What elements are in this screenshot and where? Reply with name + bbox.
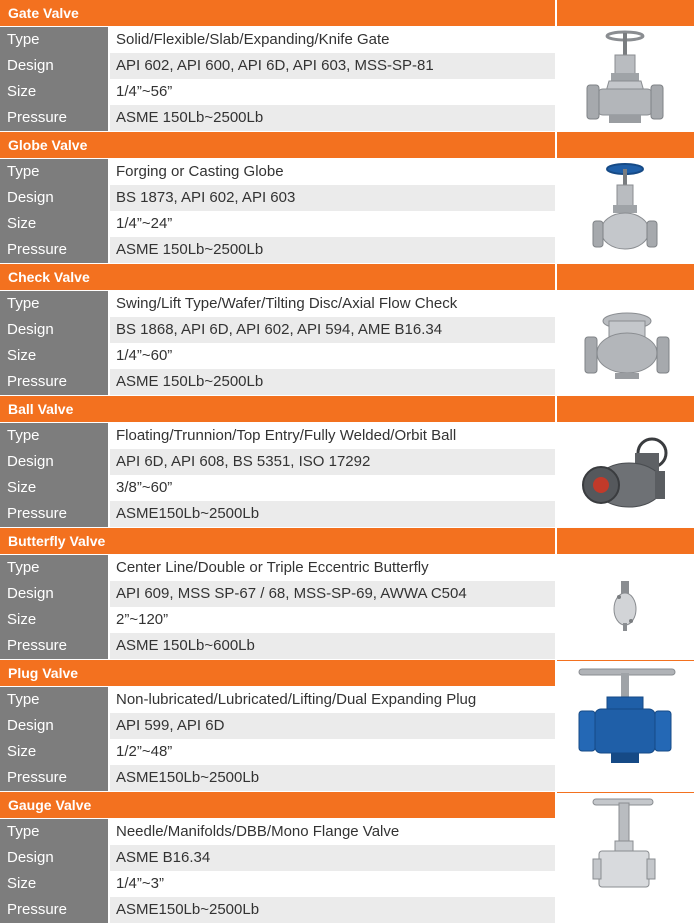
spec-row-pressure [0,765,555,791]
row-value: ASME 150Lb~2500Lb [110,237,555,263]
row-label: Size [0,475,108,501]
section-header [0,132,555,158]
row-value: BS 1868, API 6D, API 602, API 594, AME B16.34 [110,317,555,343]
gauge-valve-icon [557,793,694,924]
row-label: Pressure [0,105,108,131]
row-label: Design [0,53,108,79]
section-title: Butterfly Valve [8,533,106,549]
row-value: ASME B16.34 [110,845,555,871]
section-title: Ball Valve [8,401,74,417]
section-ball-valve [0,396,694,528]
row-value: Non-lubricated/Lubricated/Lifting/Dual Expanding Plug [110,687,555,713]
section-title: Gate Valve [8,5,79,21]
spec-row-pressure [0,501,555,527]
ball-valve-icon [557,423,694,528]
row-label: Pressure [0,237,108,263]
row-value: API 602, API 600, API 6D, API 603, MSS-SP-81 [110,53,555,79]
spec-row-design [0,53,555,79]
spec-row-design [0,185,555,211]
row-value: 1/4”~3” [110,871,555,897]
row-value: 2”~120” [110,607,555,633]
spec-row-size [0,79,555,105]
row-value: 1/4”~60” [110,343,555,369]
row-value: Needle/Manifolds/DBB/Mono Flange Valve [110,819,555,845]
row-label: Design [0,845,108,871]
plug-valve-icon [557,661,694,792]
check-valve-image [557,291,694,396]
section-header-image-cell [557,528,694,554]
row-label: Size [0,79,108,105]
row-label: Type [0,819,108,845]
row-label: Pressure [0,369,108,395]
section-plug-valve [0,660,694,792]
gauge-valve-image [557,793,694,924]
globe-valve-icon [557,159,694,264]
section-title: Gauge Valve [8,797,92,813]
row-label: Size [0,607,108,633]
spec-row-type [0,27,555,53]
spec-row-type [0,555,555,581]
row-value: ASME150Lb~2500Lb [110,897,555,923]
row-value: ASME150Lb~2500Lb [110,765,555,791]
spec-row-size [0,475,555,501]
row-value: API 609, MSS SP-67 / 68, MSS-SP-69, AWWA C504 [110,581,555,607]
spec-row-design [0,449,555,475]
row-label: Pressure [0,501,108,527]
spec-row-design [0,317,555,343]
row-value: Floating/Trunnion/Top Entry/Fully Welded/Orbit Ball [110,423,555,449]
spec-row-type [0,819,555,845]
row-label: Size [0,211,108,237]
spec-row-design [0,713,555,739]
row-label: Size [0,343,108,369]
row-label: Design [0,581,108,607]
section-header-image-cell [557,132,694,158]
row-value: ASME150Lb~2500Lb [110,501,555,527]
section-header [0,528,555,554]
section-check-valve [0,264,694,396]
row-label: Type [0,555,108,581]
spec-row-pressure [0,369,555,395]
row-value: 3/8”~60” [110,475,555,501]
section-header-image-cell [557,396,694,422]
section-gauge-valve [0,792,694,924]
spec-row-type [0,291,555,317]
row-value: 1/4”~56” [110,79,555,105]
spec-row-design [0,581,555,607]
row-value: API 599, API 6D [110,713,555,739]
spec-row-size [0,607,555,633]
row-label: Type [0,423,108,449]
section-header [0,660,555,686]
row-value: Solid/Flexible/Slab/Expanding/Knife Gate [110,27,555,53]
row-label: Pressure [0,765,108,791]
row-value: 1/2”~48” [110,739,555,765]
spec-row-size [0,211,555,237]
section-header-image-cell [557,0,694,26]
globe-valve-image [557,159,694,264]
spec-row-size [0,871,555,897]
section-butterfly-valve [0,528,694,660]
row-label: Type [0,687,108,713]
ball-valve-image [557,423,694,528]
row-value: ASME 150Lb~2500Lb [110,369,555,395]
section-header [0,264,555,290]
row-label: Size [0,739,108,765]
check-valve-icon [557,291,694,396]
section-title: Plug Valve [8,665,79,681]
row-label: Type [0,27,108,53]
section-header [0,396,555,422]
spec-row-pressure [0,897,555,923]
section-header [0,0,555,26]
gate-valve-icon [557,27,694,132]
row-value: Swing/Lift Type/Wafer/Tilting Disc/Axial Flow Check [110,291,555,317]
row-label: Design [0,317,108,343]
spec-row-type [0,423,555,449]
row-value: Forging or Casting Globe [110,159,555,185]
row-value: ASME 150Lb~2500Lb [110,105,555,131]
row-label: Pressure [0,897,108,923]
section-title: Check Valve [8,269,90,285]
spec-row-type [0,159,555,185]
butterfly-valve-image [557,555,694,660]
row-label: Design [0,449,108,475]
spec-row-size [0,739,555,765]
row-label: Design [0,713,108,739]
plug-valve-image [557,661,694,792]
section-title: Globe Valve [8,137,88,153]
spec-row-design [0,845,555,871]
row-label: Type [0,159,108,185]
row-value: ASME 150Lb~600Lb [110,633,555,659]
row-value: 1/4”~24” [110,211,555,237]
row-label: Type [0,291,108,317]
butterfly-valve-icon [557,555,694,660]
section-header-image-cell [557,264,694,290]
section-globe-valve [0,132,694,264]
row-label: Design [0,185,108,211]
spec-row-pressure [0,105,555,131]
spec-row-pressure [0,237,555,263]
spec-row-size [0,343,555,369]
row-value: API 6D, API 608, BS 5351, ISO 17292 [110,449,555,475]
row-label: Size [0,871,108,897]
row-value: BS 1873, API 602, API 603 [110,185,555,211]
spec-row-pressure [0,633,555,659]
spec-row-type [0,687,555,713]
gate-valve-image [557,27,694,132]
row-value: Center Line/Double or Triple Eccentric Butterfly [110,555,555,581]
section-gate-valve [0,0,694,132]
row-label: Pressure [0,633,108,659]
section-header [0,792,555,818]
